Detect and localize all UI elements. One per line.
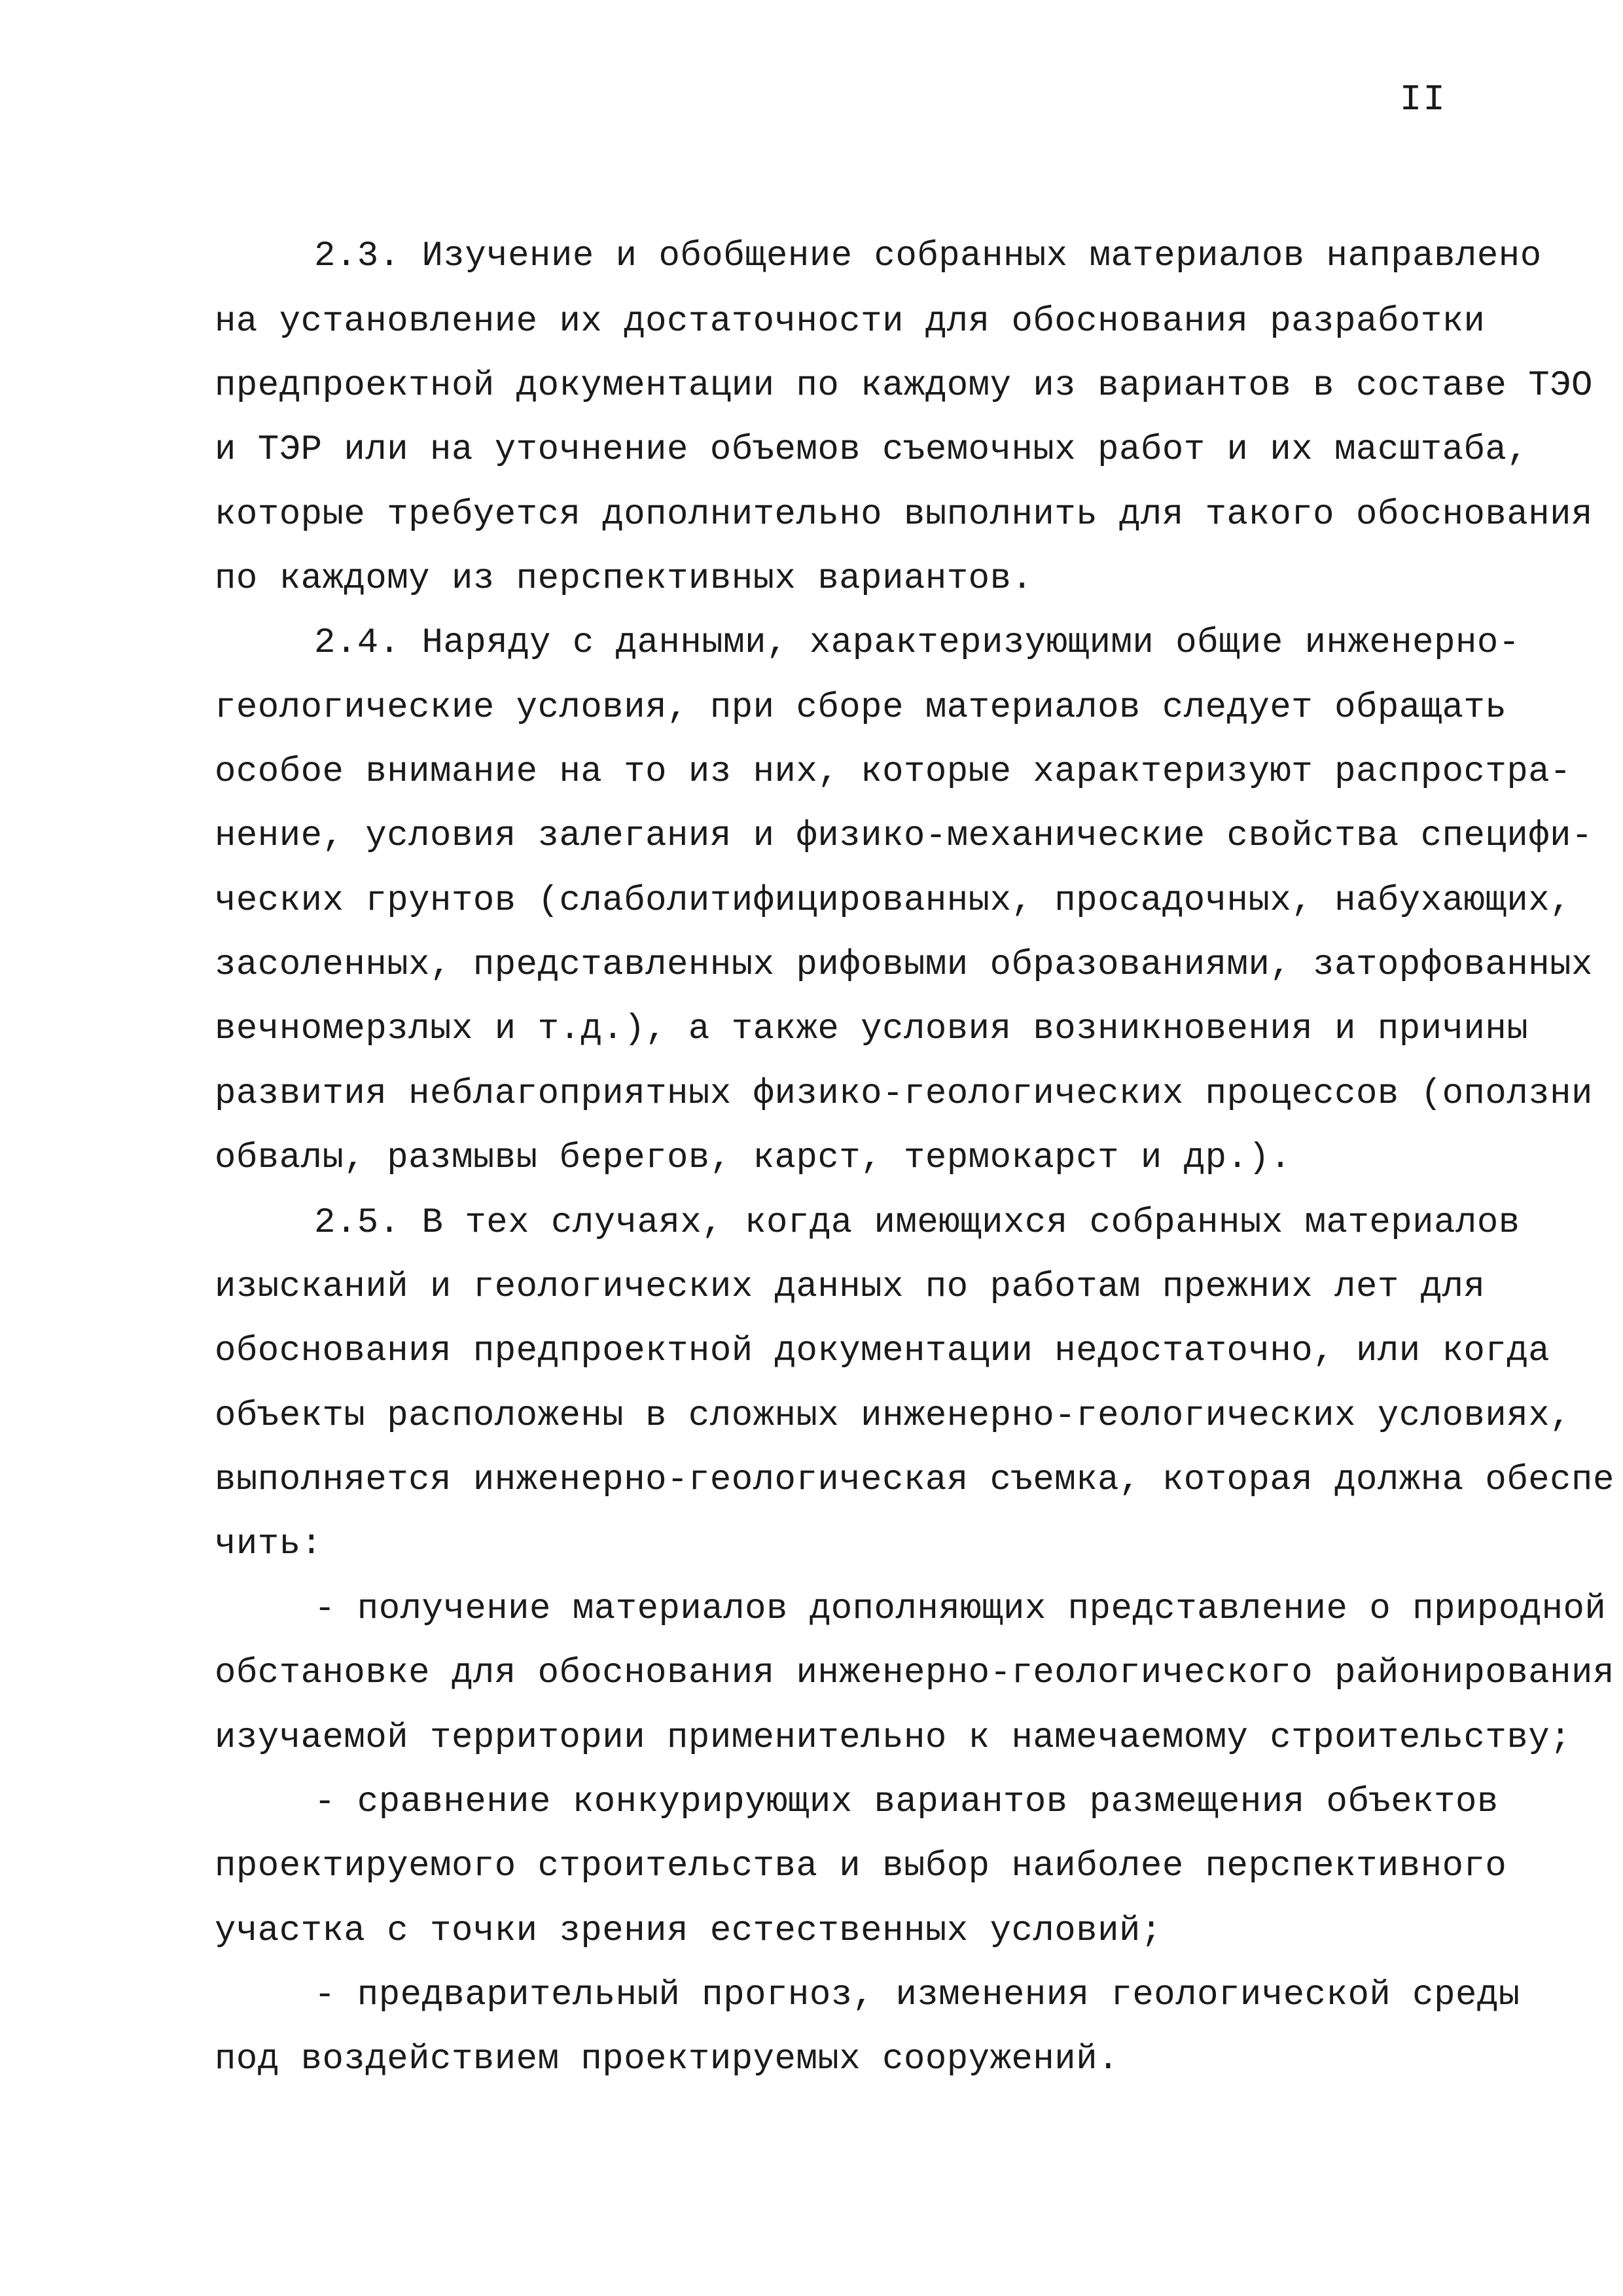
text-line: обоснования предпроектной документации недостаточно, или когда <box>215 1331 1550 1371</box>
text-line: нение, условия залегания и физико-механические свойства специфи- <box>215 816 1593 856</box>
text-line: выполняется инженерно-геологическая съемка, которая должна обеспе <box>215 1460 1614 1500</box>
text-line: обстановке для обоснования инженерно-геологического районирования <box>215 1653 1614 1693</box>
text-line: изысканий и геологических данных по работам прежних лет для <box>215 1267 1486 1307</box>
text-line: 2.3. Изучение и обобщение собранных материалов направлено <box>314 236 1542 276</box>
text-line: 2.4. Наряду с данными, характеризующими общие инженерно- <box>314 623 1520 663</box>
text-line: предпроектной документации по каждому из вариантов в составе ТЭО <box>215 366 1593 406</box>
text-line: участка с точки зрения естественных условий; <box>215 1911 1162 1951</box>
text-line: на установление их достаточности для обоснования разработки <box>215 302 1486 342</box>
text-line: геологические условия, при сборе материалов следует обращать <box>215 688 1507 728</box>
text-line: изучаемой территории применительно к намечаемому строительству; <box>215 1718 1572 1758</box>
text-line: по каждому из перспективных вариантов. <box>215 559 1033 599</box>
text-line: ческих грунтов (слаболитифицированных, просадочных, набухающих, <box>215 881 1572 921</box>
text-line: 2.5. В тех случаях, когда имеющихся собранных материалов <box>314 1203 1520 1243</box>
text-line: засоленных, представленных рифовыми образованиями, заторфованных <box>215 945 1593 985</box>
text-line: под воздействием проектируемых сооружений. <box>215 2039 1120 2079</box>
text-line: вечномерзлых и т.д.), а также условия возникновения и причины <box>215 1009 1529 1049</box>
text-line: которые требуется дополнительно выполнить для такого обоснования <box>215 495 1593 535</box>
text-line: - получение материалов дополняющих представление о природной <box>314 1589 1607 1629</box>
text-line: развития неблагоприятных физико-геологических процессов (оползни <box>215 1074 1593 1114</box>
text-line: обвалы, размывы берегов, карст, термокарст и др.). <box>215 1138 1292 1178</box>
text-line: чить: <box>215 1524 323 1564</box>
text-line: объекты расположены в сложных инженерно-геологических условиях, <box>215 1396 1572 1436</box>
text-line: и ТЭР или на уточнение объемов съемочных работ и их масштаба, <box>215 430 1529 470</box>
page-number: II <box>1399 79 1446 120</box>
text-line: особое внимание на то из них, которые характеризуют распростра- <box>215 752 1572 792</box>
text-line: - предварительный прогноз, изменения геологической среды <box>314 1975 1520 2015</box>
text-line: проектируемого строительства и выбор наиболее перспективного <box>215 1846 1507 1886</box>
text-line: - сравнение конкурирующих вариантов размещения объектов <box>314 1782 1499 1822</box>
